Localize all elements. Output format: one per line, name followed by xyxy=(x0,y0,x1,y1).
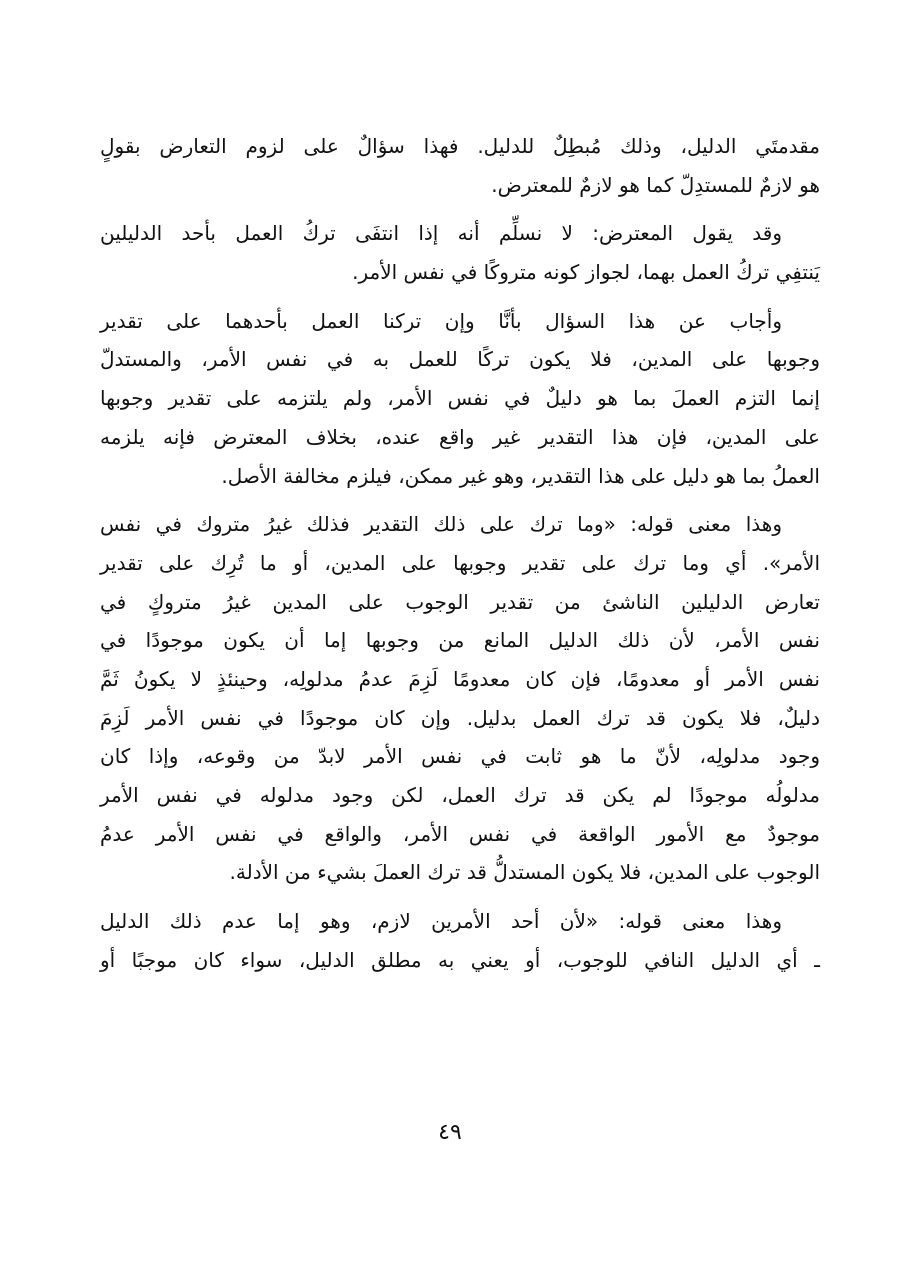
text-line: هو لازمٌ للمستدِلّ كما هو لازمٌ للمعترض. xyxy=(491,172,820,197)
text-line: العملُ بما هو دليل على هذا التقدير، وهو غير ممكن، فيلزم مخالفة الأصل. xyxy=(221,463,820,488)
text-line: وهذا معنى قوله: «لأن أحد الأمرين لازم، وهو إما عدم ذلك الدليل xyxy=(100,909,782,934)
text-line: ـ أي الدليل النافي للوجوب، أو يعني به مطلق الدليل، سواء كان موجبًا أو xyxy=(100,947,820,972)
text-line: وجوبها على المدين، فلا يكون تركًا للعمل به في نفس الأمر، والمستدلّ xyxy=(100,347,820,372)
text-line: إنما التزم العملَ بما هو دليلٌ في نفس الأمر، ولم يلتزمه على تقدير وجوبها xyxy=(100,386,820,411)
paragraph xyxy=(100,214,820,291)
text-line: على المدين، فإن هذا التقدير غير واقع عنده، بخلاف المعترض فإنه يلزمه xyxy=(100,424,820,449)
paragraph xyxy=(100,302,820,495)
text-line: مدلولُه موجودًا لم يكن قد ترك العمل، لكن وجود مدلوله في نفس الأمر xyxy=(100,783,820,807)
text-line: الوجوب على المدين، فلا يكون المستدلُّ قد ترك العملَ بشيء من الأدلة. xyxy=(229,860,820,885)
text-line: دليلٌ، فلا يكون قد ترك العمل بدليل. وإن كان موجودًا في نفس الأمر لَزِمَ xyxy=(100,705,820,730)
page-number: ٤٩ xyxy=(438,1120,462,1145)
text-line: نفس الأمر أو معدومًا، فإن كان معدومًا لَزِمَ عدمُ مدلولِه، وحينئذٍ لا يكونُ ثَمَّ xyxy=(100,666,820,691)
paragraph xyxy=(100,127,820,204)
text-line: وقد يقول المعترض: لا نسلِّم أنه إذا انتفَى تركُ العمل بأحد الدليلين xyxy=(100,221,782,246)
text-line: موجودٌ مع الأمور الواقعة في نفس الأمر، والواقع في نفس الأمر عدمُ xyxy=(100,821,820,846)
text-line: نفس الأمر، لأن ذلك الدليل المانع من وجوبها إما أن يكون موجودًا في xyxy=(100,628,820,653)
text-line: يَنتفِي تركُ العمل بهما، لجواز كونه متروكًا في نفس الأمر. xyxy=(352,260,820,285)
text-line: وجود مدلولِه، لأنّ ما هو ثابت في نفس الأمر لابدّ من وقوعه، وإذا كان xyxy=(100,744,820,769)
text-line: مقدمتَي الدليل، وذلك مُبطِلٌ للدليل. فهذا سؤالٌ على لزوم التعارض بقولٍ xyxy=(100,134,820,158)
text-line: وأجاب عن هذا السؤال بأنَّا وإن تركنا العمل بأحدهما على تقدير xyxy=(100,308,782,333)
page-body xyxy=(100,127,820,989)
text-line: تعارض الدليلين الناشئ من تقدير الوجوب على المدين غيرُ متروكٍ في xyxy=(100,589,820,614)
paragraph xyxy=(100,505,820,892)
text-line: وهذا معنى قوله: «وما ترك على ذلك التقدير فذلك غيرُ متروك في نفس xyxy=(100,512,782,537)
text-line: الأمر». أي وما ترك على تقدير وجوبها على المدين، أو ما تُرِك على تقدير xyxy=(100,550,820,575)
paragraph xyxy=(100,902,820,979)
